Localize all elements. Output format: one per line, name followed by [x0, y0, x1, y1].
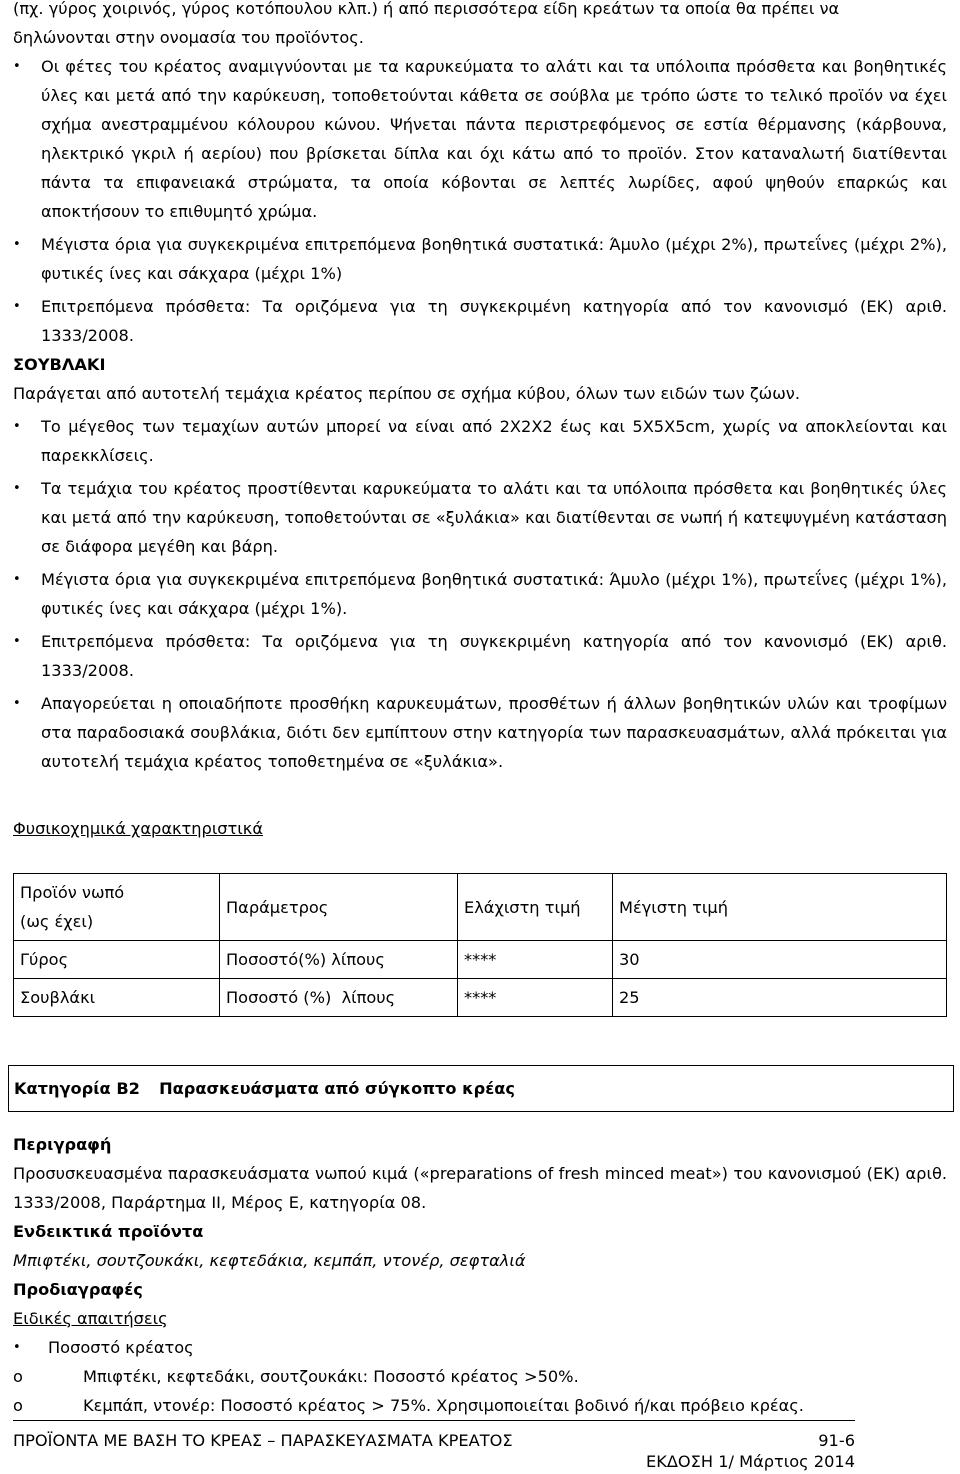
list-item [13, 627, 947, 685]
table-cell: 25 [613, 979, 947, 1017]
table-row [14, 941, 947, 979]
bullet-icon: • [13, 481, 21, 496]
souvlaki-description: Παράγεται από αυτοτελή τεμάχια κρέατος περίπου σε σχήμα κύβου, όλων των ειδών των ζώων. [13, 384, 800, 403]
bullet-icon: • [13, 419, 21, 434]
list-item [13, 689, 947, 776]
document-page [13, 0, 947, 1420]
list-item-text: Τα τεμάχια του κρέατος προστίθενται καρυκεύματα το αλάτι και τα υπόλοιπα πρόσθετα και βοηθητικές ύλες και μετά από την καρύκευση, τοποθετούνται σε «ξυλάκια» και διατίθενται σε νωπή ή κατεψυγμένη κατάσταση σε διάφορα μεγέθη και βάρη. [41, 479, 947, 556]
specs-subheading: Ειδικές απαιτήσεις [13, 1309, 168, 1328]
footer-title: ΠΡΟΪΟΝΤΑ ΜΕ ΒΑΣΗ ΤΟ ΚΡΕΑΣ – ΠΑΡΑΣΚΕΥΑΣΜΑΤΑ ΚΡΕΑΤΟΣ [13, 1431, 513, 1450]
physico-heading: Φυσικοχημικά χαρακτηριστικά [13, 819, 263, 838]
list-item [13, 230, 947, 288]
table-header-cell [14, 874, 220, 941]
list-item-text: Απαγορεύεται η οποιαδήποτε προσθήκη καρυκευμάτων, προσθέτων ή άλλων βοηθητικών υλών και τροφίμων στα παραδοσιακά σουβλάκια, διότι δεν εμπίπτουν στην κατηγορία των παρασκευασμάτων, αλλά πρόκειται για αυτοτελή τεμάχια κρέατος τοποθετημένα σε «ξυλάκια». [41, 694, 947, 771]
bullet-icon: • [13, 237, 21, 252]
table-header-cell: Μέγιστη τιμή [613, 874, 947, 941]
category-title: Παρασκευάσματα από σύγκοπτο κρέας [159, 1079, 515, 1098]
bullet-icon: • [13, 59, 21, 74]
section-heading-souvlaki: ΣΟΥΒΛΑΚΙ [13, 355, 106, 374]
intro-line-2: δηλώνονται στην ονομασία του προϊόντος. [13, 28, 364, 47]
bullet-icon: • [13, 696, 21, 711]
header-line: Προϊόν νωπό [20, 883, 125, 902]
physico-table [13, 873, 947, 1017]
table-cell: **** [458, 941, 613, 979]
bullet-icon: • [13, 1340, 21, 1355]
list-item-text: Επιτρεπόμενα πρόσθετα: Τα οριζόμενα για τη συγκεκριμένη κατηγορία από τον κανονισμό (ΕΚ) αριθ. 1333/2008. [41, 632, 947, 680]
category-code: Κατηγορία Β2 [14, 1079, 140, 1098]
table-header-cell: Ελάχιστη τιμή [458, 874, 613, 941]
products-text: Μπιφτέκι, σουτζουκάκι, κεφτεδάκια, κεμπάπ, ντονέρ, σεφταλιά [13, 1251, 526, 1270]
table-header-row [14, 874, 947, 941]
footer-edition: ΕΚΔΟΣΗ 1/ Μάρτιος 2014 [646, 1452, 855, 1471]
list-item [13, 52, 947, 226]
list-item-text: Ποσοστό κρέατος [48, 1338, 194, 1357]
specs-heading: Προδιαγραφές [13, 1280, 143, 1299]
list-item [13, 292, 947, 350]
page-footer [13, 1420, 855, 1453]
table-cell: **** [458, 979, 613, 1017]
footer-page-number: 91-6 [818, 1431, 855, 1450]
products-heading: Ενδεικτικά προϊόντα [13, 1222, 204, 1241]
circle-bullet-icon: o [13, 1367, 23, 1386]
sub-list-item [13, 1391, 947, 1420]
list-item [13, 565, 947, 623]
description-text: Προσυσκευασμένα παρασκευάσματα νωπού κιμά («preparations of fresh minced meat») του κανονισμού (ΕΚ) αριθ. 1333/2008, Παράρτημα ΙΙ, Μέρος Ε, κατηγορία 08. [13, 1164, 947, 1212]
table-cell: Σουβλάκι [14, 979, 220, 1017]
bullet-icon: • [13, 572, 21, 587]
table-cell: Ποσοστό (%) λίπους [220, 979, 458, 1017]
circle-bullet-icon: o [13, 1396, 23, 1415]
table-cell: Ποσοστό(%) λίπους [220, 941, 458, 979]
list-item [13, 1333, 947, 1362]
list-item-text: Οι φέτες του κρέατος αναμιγνύονται με τα καρυκεύματα το αλάτι και τα υπόλοιπα πρόσθετα και βοηθητικές ύλες και μετά από την καρύκευση, τοποθετούνται κάθετα σε σούβλα με τρόπο ώστε το τελικό προϊόν να έχει σχήμα ανεστραμμένου κόλουρου κώνου. Ψήνεται πάντα περιστρεφόμενος σε εστία θέρμανσης (κάρβουνα, ηλεκτρικό γκριλ ή αερίου) που βρίσκεται δίπλα και όχι κάτω από το προϊόν. Στον καταναλωτή διατίθενται πάντα τα επιφανειακά στρώματα, τα οποία κόβονται σε λεπτές λωρίδες, αφού ψηθούν επαρκώς και αποκτήσουν το επιθυμητό χρώμα. [41, 57, 947, 221]
bullet-icon: • [13, 634, 21, 649]
category-box [8, 1065, 954, 1112]
table-cell: Γύρος [14, 941, 220, 979]
sub-list-item-text: Μπιφτέκι, κεφτεδάκι, σουτζουκάκι: Ποσοστό κρέατος >50%. [83, 1367, 579, 1386]
list-item-text: Επιτρεπόμενα πρόσθετα: Τα οριζόμενα για τη συγκεκριμένη κατηγορία από τον κανονισμό (ΕΚ) αριθ. 1333/2008. [41, 297, 947, 345]
list-item [13, 412, 947, 470]
bullet-icon: • [13, 299, 21, 314]
list-item-text: Μέγιστα όρια για συγκεκριμένα επιτρεπόμενα βοηθητικά συστατικά: Άμυλο (μέχρι 1%), πρωτεΐνες (μέχρι 1%), φυτικές ίνες και σάκχαρα (μέχρι 1%). [41, 570, 947, 618]
table-header-cell: Παράμετρος [220, 874, 458, 941]
description-heading: Περιγραφή [13, 1135, 112, 1154]
intro-line-1: (πχ. γύρος χοιρινός, γύρος κοτόπουλου κλπ.) ή από περισσότερα είδη κρεάτων τα οποία θα πρέπει να [13, 0, 840, 18]
table-row [14, 979, 947, 1017]
header-line: (ως έχει) [20, 912, 94, 931]
sub-list-item-text: Κεμπάπ, ντονέρ: Ποσοστό κρέατος > 75%. Χρησιμοποιείται βοδινό ή/και πρόβειο κρέας. [83, 1396, 804, 1415]
list-item [13, 474, 947, 561]
table-cell: 30 [613, 941, 947, 979]
sub-list-item [13, 1362, 947, 1391]
list-item-text: Μέγιστα όρια για συγκεκριμένα επιτρεπόμενα βοηθητικά συστατικά: Άμυλο (μέχρι 2%), πρωτεΐνες (μέχρι 2%), φυτικές ίνες και σάκχαρα (μέχρι 1%) [41, 235, 947, 283]
list-item-text: Το μέγεθος των τεμαχίων αυτών μπορεί να είναι από 2Χ2Χ2 έως και 5Χ5Χ5cm, χωρίς να αποκλείονται και παρεκκλίσεις. [41, 417, 947, 465]
